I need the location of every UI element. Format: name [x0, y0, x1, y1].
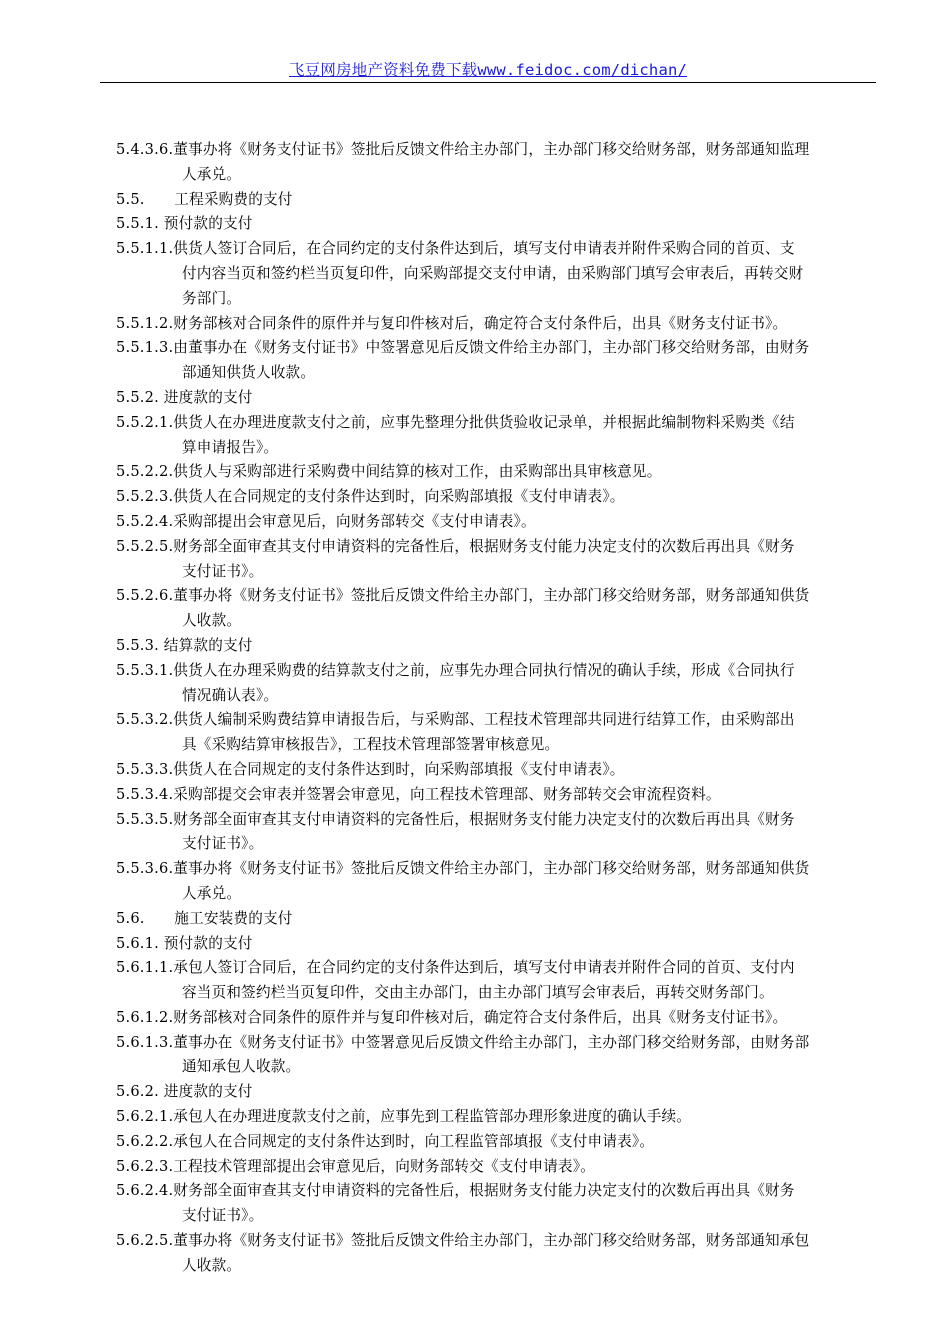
paragraph-line: 5.5.3.4.采购部提交会审表并签署会审意见，向工程技术管理部、财务部转交会审流程资料。	[116, 785, 721, 803]
paragraph-line: 5.6.2.2.承包人在合同规定的支付条件达到时，向工程监管部填报《支付申请表》。	[116, 1132, 655, 1150]
paragraph-continuation: 通知承包人收款。	[182, 1058, 301, 1076]
paragraph-line: 5.6.1. 预付款的支付	[116, 934, 253, 952]
paragraph-line: 5.6.1.3.董事办在《财务支付证书》中签署意见后反馈文件给主办部门，主办部门移交给财务部，由财务部	[116, 1033, 810, 1051]
paragraph-continuation: 人收款。	[182, 612, 242, 630]
paragraph-line: 5.6.2.1.承包人在办理进度款支付之前，应事先到工程监管部办理形象进度的确认手续。	[116, 1108, 692, 1126]
paragraph-line: 5.6.2.5.董事办将《财务支付证书》签批后反馈文件给主办部门，主办部门移交给财务部，财务部通知承包	[116, 1232, 810, 1250]
header-link[interactable]: 飞豆网房地产资料免费下载www.feidoc.com/dichan/	[288, 61, 688, 79]
paragraph-line: 5.5.3.1.供货人在办理采购费的结算款支付之前，应事先办理合同执行情况的确认手续，形成《合同执行	[116, 661, 795, 679]
paragraph-line: 5.5.3.3.供货人在合同规定的支付条件达到时，向采购部填报《支付申请表》。	[116, 760, 625, 778]
page-header	[100, 58, 876, 83]
paragraph-continuation: 支付证书》。	[182, 562, 264, 580]
paragraph-line: 5.5.1.2.财务部核对合同条件的原件并与复印件核对后，确定符合支付条件后，出具《财务支付证书》。	[116, 314, 788, 332]
paragraph-line: 5.5. 工程采购费的支付	[116, 190, 293, 208]
paragraph-line: 5.5.3.6.董事办将《财务支付证书》签批后反馈文件给主办部门，主办部门移交给财务部，财务部通知供货	[116, 860, 810, 878]
paragraph-line: 5.5.1.3.由董事办在《财务支付证书》中签署意见后反馈文件给主办部门，主办部门移交给财务部，由财务	[116, 339, 810, 357]
paragraph-continuation: 部通知供货人收款。	[182, 364, 316, 382]
paragraph-continuation: 支付证书》。	[182, 1207, 264, 1225]
paragraph-line: 5.5.3.2.供货人编制采购费结算申请报告后，与采购部、工程技术管理部共同进行结算工作，由采购部出	[116, 711, 795, 729]
paragraph-line: 5.5.2.3.供货人在合同规定的支付条件达到时，向采购部填报《支付申请表》。	[116, 488, 625, 506]
paragraph-continuation: 支付证书》。	[182, 835, 264, 853]
paragraph-line: 5.5.3. 结算款的支付	[116, 636, 253, 654]
paragraph-line: 5.5.3.5.财务部全面审查其支付申请资料的完备性后，根据财务支付能力决定支付的次数后再出具《财务	[116, 810, 795, 828]
paragraph-continuation: 具《采购结算审核报告》，工程技术管理部签署审核意见。	[182, 736, 560, 754]
paragraph-line: 5.4.3.6.董事办将《财务支付证书》签批后反馈文件给主办部门，主办部门移交给财务部，财务部通知监理	[116, 141, 810, 158]
paragraph-continuation: 人收款。	[182, 1256, 242, 1274]
document-body	[116, 138, 878, 1279]
paragraph-line: 5.5.2.5.财务部全面审查其支付申请资料的完备性后，根据财务支付能力决定支付的次数后再出具《财务	[116, 537, 795, 555]
paragraph-line: 5.6.2.3.工程技术管理部提出会审意见后，向财务部转交《支付申请表》。	[116, 1157, 596, 1175]
paragraph-continuation: 容当页和签约栏当页复印件，交由主办部门，由主办部门填写会审表后，再转交财务部门。	[182, 984, 774, 1002]
paragraph-line: 5.6. 施工安装费的支付	[116, 909, 293, 927]
paragraph-continuation: 人承兑。	[182, 884, 242, 902]
paragraph-line: 5.5.2.4.采购部提出会审意见后，向财务部转交《支付申请表》。	[116, 512, 536, 530]
paragraph-line: 5.5.2.2.供货人与采购部进行采购费中间结算的核对工作，由采购部出具审核意见。	[116, 463, 662, 481]
paragraph-line: 5.6.2. 进度款的支付	[116, 1083, 253, 1101]
paragraph-line: 5.5.2. 进度款的支付	[116, 388, 253, 406]
paragraph-line: 5.6.1.1.承包人签订合同后，在合同约定的支付条件达到后，填写支付申请表并附件合同的首页、支付内	[116, 959, 795, 977]
paragraph-continuation: 算申请报告》。	[182, 438, 279, 456]
paragraph-line: 5.5.2.6.董事办将《财务支付证书》签批后反馈文件给主办部门，主办部门移交给财务部，财务部通知供货	[116, 587, 810, 605]
paragraph-line: 5.5.1.1.供货人签订合同后，在合同约定的支付条件达到后，填写支付申请表并附件采购合同的首页、支	[116, 240, 795, 258]
paragraph-continuation: 务部门。	[182, 289, 242, 307]
paragraph-line: 5.5.2.1.供货人在办理进度款支付之前，应事先整理分批供货验收记录单，并根据此编制物料采购类《结	[116, 413, 795, 431]
paragraph-continuation: 人承兑。	[182, 165, 242, 183]
paragraph-continuation: 情况确认表》。	[182, 686, 279, 704]
paragraph-line: 5.6.1.2.财务部核对合同条件的原件并与复印件核对后，确定符合支付条件后，出具《财务支付证书》。	[116, 1008, 788, 1026]
paragraph-line: 5.6.2.4.财务部全面审查其支付申请资料的完备性后，根据财务支付能力决定支付的次数后再出具《财务	[116, 1182, 795, 1200]
paragraph-line: 5.5.1. 预付款的支付	[116, 215, 253, 233]
paragraph-continuation: 付内容当页和签约栏当页复印件，向采购部提交支付申请，由采购部门填写会审表后，再转交财	[182, 264, 804, 282]
